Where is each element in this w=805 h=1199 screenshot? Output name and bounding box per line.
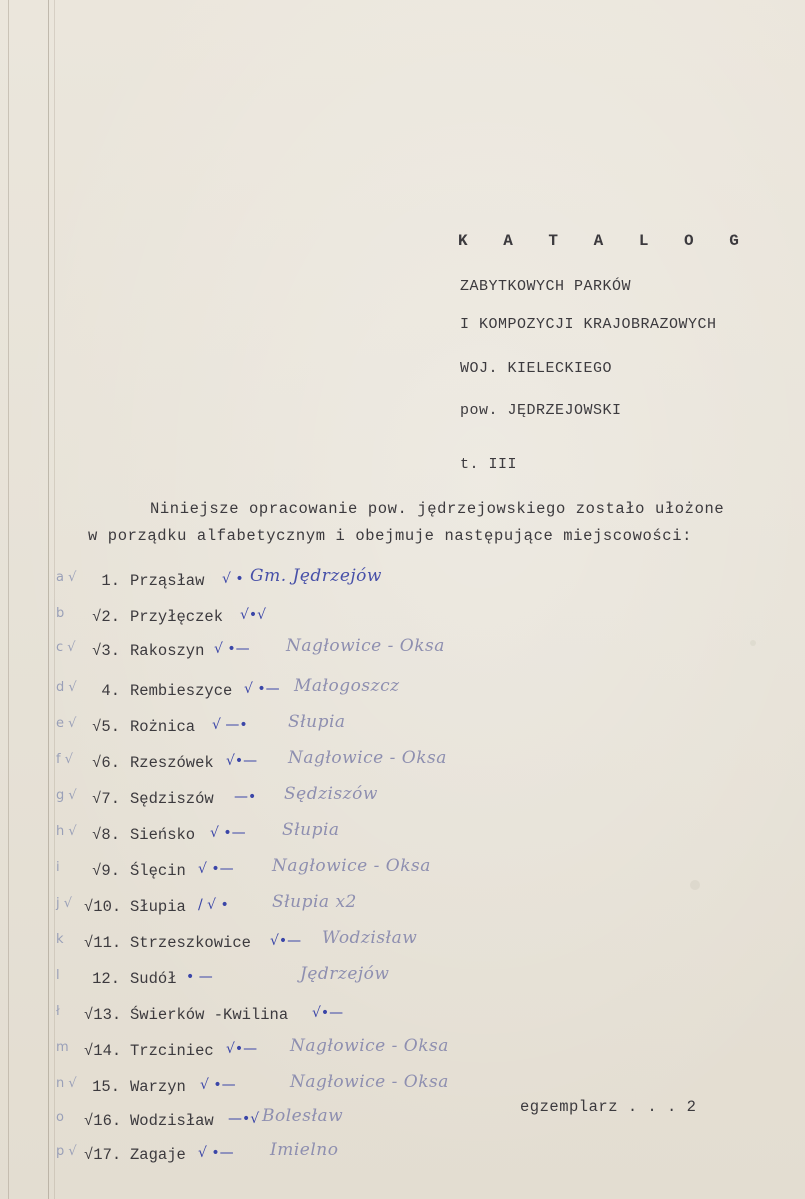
item-number: √6. [92, 754, 120, 772]
title-line-4: pow. JĘDRZEJOWSKI [460, 402, 622, 419]
ink-mark: —•√ [228, 1111, 260, 1127]
list-item [0, 1000, 805, 1030]
handwritten-note: Słupia [282, 820, 340, 840]
item-number: √17. [84, 1146, 122, 1164]
place-name: Przyłęczek [130, 608, 224, 626]
pencil-margin-note: g √ [56, 788, 77, 803]
list-item [0, 784, 805, 814]
ink-mark: √ •— [210, 825, 246, 841]
pencil-margin-note: ł [56, 1004, 60, 1019]
list-item [0, 636, 805, 666]
copies-count: egzemplarz . . . 2 [520, 1098, 697, 1116]
intro-line-2: w porządku alfabetycznym i obejmuje następujące miejscowości: [88, 527, 692, 545]
ink-mark: √ •— [198, 861, 234, 877]
pencil-margin-note: h √ [56, 824, 77, 839]
item-number: √10. [84, 898, 122, 916]
item-number: √13. [84, 1006, 122, 1024]
ink-mark: √•— [226, 753, 258, 769]
pencil-margin-note: a √ [56, 570, 77, 585]
list-item [0, 1036, 805, 1066]
list-item [0, 964, 805, 994]
handwritten-note: Słupia [288, 712, 346, 732]
list-item [0, 856, 805, 886]
ink-mark: √ • [222, 571, 244, 587]
item-number: √16. [84, 1112, 122, 1130]
catalog-heading: K A T A L O G [458, 232, 752, 250]
handwritten-note: Nagłowice - Oksa [288, 748, 447, 768]
title-line-3: WOJ. KIELECKIEGO [460, 360, 613, 377]
item-number: √3. [92, 642, 120, 660]
place-name: Strzeszkowice [130, 934, 251, 952]
item-number: √8. [92, 826, 120, 844]
place-name: Trzciniec [130, 1042, 214, 1060]
ink-mark: √•— [226, 1041, 258, 1057]
place-name: Ślęcin [130, 862, 186, 880]
pencil-margin-note: n √ [56, 1076, 77, 1091]
title-line-1: ZABYTKOWYCH PARKÓW [460, 278, 632, 295]
place-name: Rożnica [130, 718, 196, 736]
pencil-margin-note: m [56, 1040, 69, 1055]
item-number: 12. [92, 970, 120, 988]
intro-line-1: Niniejsze opracowanie pow. jędrzejowskiego zostało ułożone [150, 500, 725, 518]
place-name: Warzyn [130, 1078, 186, 1096]
pencil-margin-note: d √ [56, 680, 77, 695]
pencil-margin-note: k [56, 932, 64, 947]
place-name: Sędziszów [130, 790, 214, 808]
handwritten-note: Małogoszcz [294, 676, 400, 696]
handwritten-note: Nagłowice - Oksa [272, 856, 431, 876]
list-item [0, 676, 805, 706]
list-item [0, 748, 805, 778]
place-name: Sieńsko [130, 826, 196, 844]
list-item [0, 1140, 805, 1170]
pencil-margin-note: l [56, 968, 60, 983]
item-number: √14. [84, 1042, 122, 1060]
place-name: Rzeszówek [130, 754, 214, 772]
ink-mark: √ —• [212, 717, 248, 733]
list-item [0, 712, 805, 742]
place-name: Słupia [130, 898, 186, 916]
ink-mark: √ •— [198, 1145, 234, 1161]
pencil-margin-note: o [56, 1110, 64, 1125]
pencil-margin-note: e √ [56, 716, 77, 731]
ink-mark: / √ • [198, 897, 229, 913]
place-name: Rembieszyce [130, 682, 233, 700]
list-item [0, 820, 805, 850]
ink-mark: √ •— [214, 641, 250, 657]
item-number: √9. [92, 862, 120, 880]
title-line-2: I KOMPOZYCJI KRAJOBRAZOWYCH [460, 316, 717, 333]
volume-label: t. III [460, 456, 518, 473]
pencil-margin-note: c √ [56, 640, 76, 655]
pencil-margin-note: i [56, 860, 60, 875]
ink-mark: √•√ [240, 607, 267, 623]
place-name: Wodzisław [130, 1112, 214, 1130]
item-number: √5. [92, 718, 120, 736]
list-item [0, 928, 805, 958]
item-number: 1. [101, 572, 120, 590]
ink-mark: —• [234, 789, 257, 805]
ink-mark: √•— [312, 1005, 344, 1021]
list-item [0, 566, 805, 596]
handwritten-note: Bolesław [262, 1106, 344, 1126]
item-number: √11. [84, 934, 122, 952]
pencil-margin-note: p √ [56, 1144, 77, 1159]
ink-mark: √ •— [244, 681, 280, 697]
handwritten-note: Jędrzejów [300, 964, 390, 984]
item-number: 4. [101, 682, 120, 700]
ink-mark: √ •— [200, 1077, 236, 1093]
place-name: Sudół [130, 970, 177, 988]
pencil-margin-note: j √ [56, 896, 73, 911]
list-item [0, 602, 805, 632]
handwritten-note: Gm. Jędrzejów [250, 566, 382, 586]
handwritten-note: Słupia x2 [272, 892, 357, 912]
item-number: √2. [92, 608, 120, 626]
item-number: 15. [92, 1078, 120, 1096]
handwritten-note: Nagłowice - Oksa [286, 636, 445, 656]
ink-mark: √•— [270, 933, 302, 949]
ink-mark: • — [186, 969, 213, 985]
place-name: Rakoszyn [130, 642, 205, 660]
item-number: √7. [92, 790, 120, 808]
handwritten-note: Imielno [270, 1140, 339, 1160]
handwritten-note: Wodzisław [322, 928, 418, 948]
list-item [0, 892, 805, 922]
pencil-margin-note: b [56, 606, 65, 621]
pencil-margin-note: f √ [56, 752, 73, 767]
place-name: Świerków -Kwilina [130, 1006, 289, 1024]
handwritten-note: Sędziszów [284, 784, 378, 804]
place-name: Prząsław [130, 572, 205, 590]
handwritten-note: Nagłowice - Oksa [290, 1072, 449, 1092]
place-name: Zagaje [130, 1146, 186, 1164]
handwritten-note: Nagłowice - Oksa [290, 1036, 449, 1056]
